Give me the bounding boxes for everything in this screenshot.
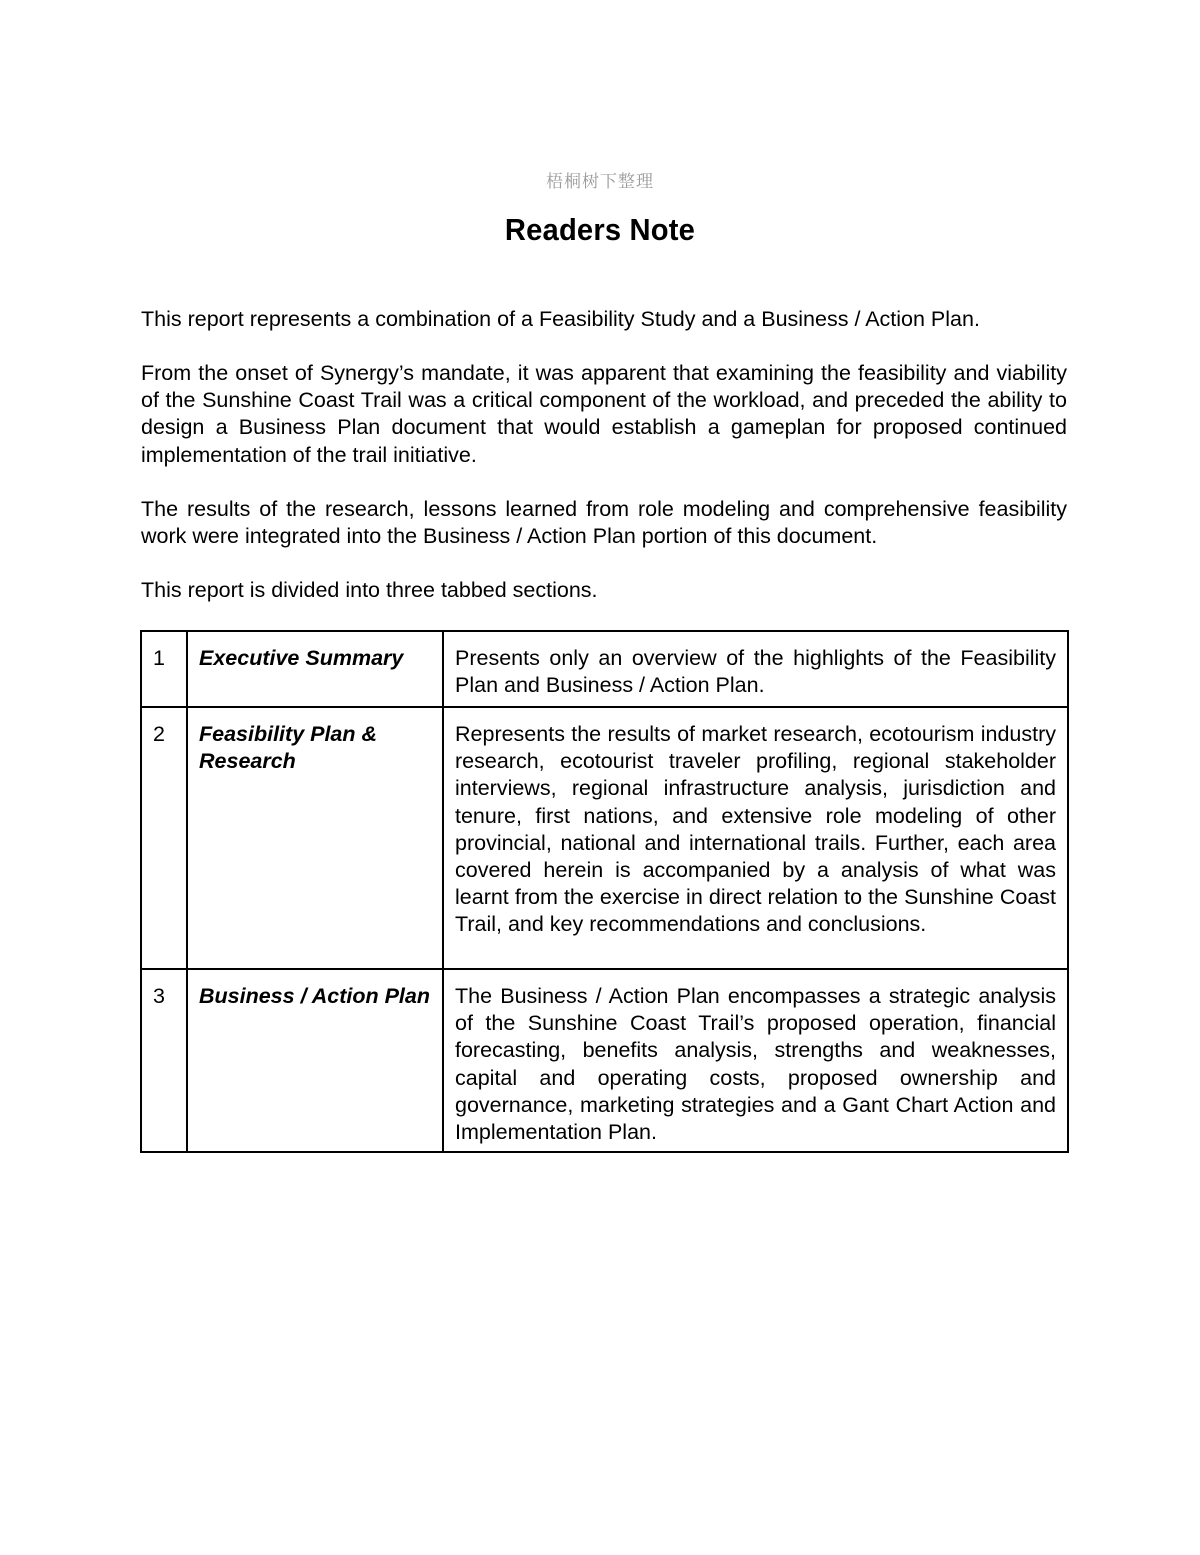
mandate-paragraph: From the onset of Synergy’s mandate, it was apparent that examining the feasibility and viability of the Sunshine Coast Trail was a critical component of the workload, and preceded the ability to design a Business Plan document that would establish a gameplan for proposed continued implementation of the trail initiative. <box>141 361 1067 467</box>
section-number: 2 <box>141 707 187 969</box>
section-description: The Business / Action Plan encompasses a strategic analysis of the Sunshine Coast Trail’s proposed operation, financial forecasting, benefits analysis, strengths and weaknesses, capital and operating costs, proposed ownership and governance, marketing strategies and a Gant Chart Action and Implementation Plan. <box>443 969 1068 1152</box>
section-name: Business / Action Plan <box>187 969 443 1152</box>
page-title: Readers Note <box>504 212 696 247</box>
section-number: 1 <box>141 631 187 707</box>
section-description: Presents only an overview of the highlights of the Feasibility Plan and Business / Action Plan. <box>443 631 1068 707</box>
results-paragraph: The results of the research, lessons learned from role modeling and comprehensive feasibility work were integrated into the Business / Action Plan portion of this document. <box>141 497 1067 549</box>
table-row <box>141 631 1068 707</box>
section-number: 3 <box>141 969 187 1152</box>
section-name: Feasibility Plan & Research <box>187 707 443 969</box>
intro-paragraph: This report represents a combination of a Feasibility Study and a Business / Action Plan. <box>141 307 980 331</box>
sections-intro-paragraph: This report is divided into three tabbed sections. <box>141 578 598 602</box>
table-row <box>141 707 1068 969</box>
section-description: Represents the results of market research, ecotourism industry research, ecotourist traveler profiling, regional stakeholder interviews, regional infrastructure analysis, jurisdiction and tenure, first nations, and extensive role modeling of other provincial, national and international trails. Further, each area covered herein is accompanied by a analysis of what was learnt from the exercise in direct relation to the Sunshine Coast Trail, and key recommendations and conclusions. <box>443 707 1068 969</box>
section-name: Executive Summary <box>187 631 443 707</box>
watermark: 梧桐树下整理 <box>546 172 654 192</box>
sections-table <box>140 630 1069 1153</box>
table-row <box>141 969 1068 1152</box>
